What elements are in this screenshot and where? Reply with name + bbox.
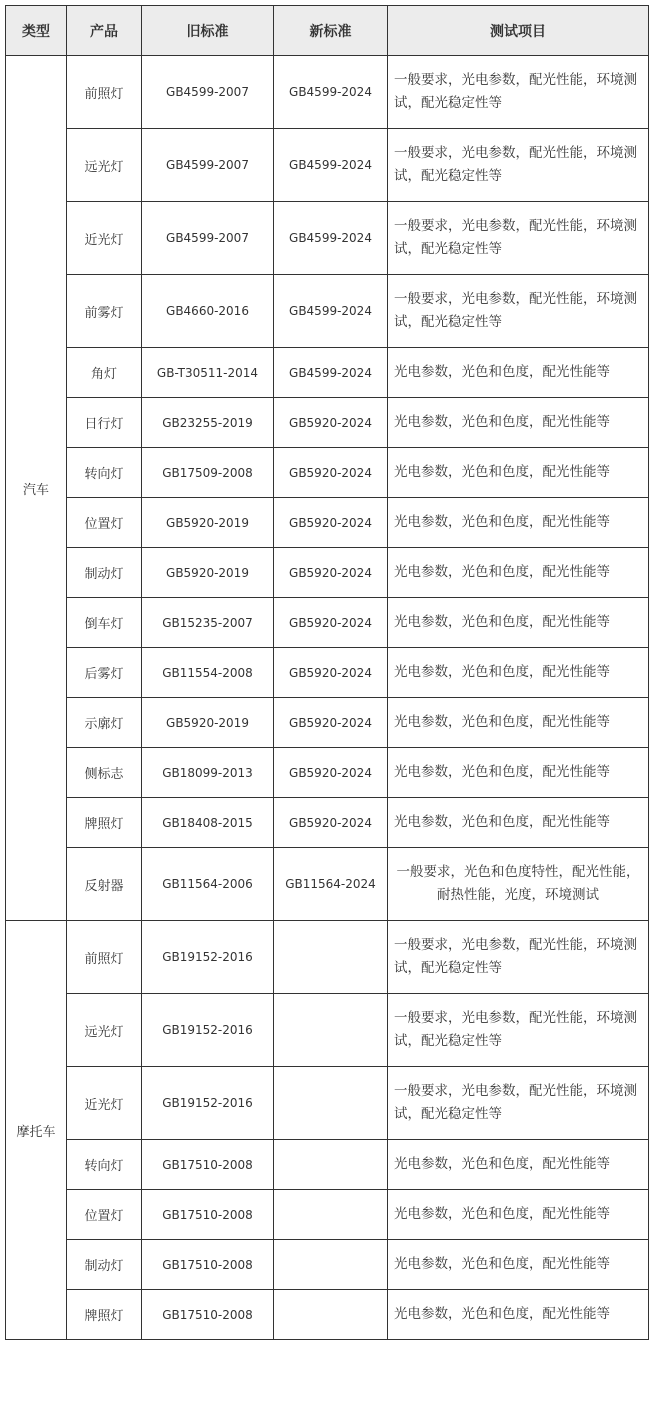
test-items-cell: 一般要求，光电参数，配光性能，环境测试，配光稳定性等 [388,202,649,275]
table-row [6,129,649,202]
old-standard-cell: GB18099-2013 [142,748,274,798]
old-standard-cell: GB4660-2016 [142,275,274,348]
table-row [6,448,649,498]
table-row [6,598,649,648]
table-row [6,698,649,748]
product-cell: 远光灯 [67,994,142,1067]
product-cell: 远光灯 [67,129,142,202]
table-row [6,348,649,398]
old-standard-cell: GB23255-2019 [142,398,274,448]
table-row [6,848,649,921]
product-cell: 制动灯 [67,548,142,598]
old-standard-cell: GB4599-2007 [142,129,274,202]
table-row [6,648,649,698]
new-standard-cell [274,921,388,994]
new-standard-cell [274,1067,388,1140]
old-standard-cell: GB19152-2016 [142,921,274,994]
product-cell: 转向灯 [67,448,142,498]
old-standard-cell: GB19152-2016 [142,994,274,1067]
new-standard-cell: GB4599-2024 [274,202,388,275]
product-cell: 转向灯 [67,1140,142,1190]
product-cell: 倒车灯 [67,598,142,648]
product-cell: 前照灯 [67,921,142,994]
product-cell: 位置灯 [67,1190,142,1240]
test-items-cell: 光电参数，光色和色度，配光性能等 [388,648,649,698]
new-standard-cell: GB5920-2024 [274,748,388,798]
test-items-cell: 光电参数，光色和色度，配光性能等 [388,498,649,548]
new-standard-cell: GB4599-2024 [274,56,388,129]
new-standard-cell [274,1240,388,1290]
test-items-cell: 光电参数，光色和色度，配光性能等 [388,548,649,598]
table-row [6,1190,649,1240]
category-cell: 摩托车 [6,921,67,1340]
new-standard-cell: GB5920-2024 [274,648,388,698]
test-items-cell: 光电参数，光色和色度，配光性能等 [388,1190,649,1240]
standards-table [5,5,649,1340]
product-cell: 后雾灯 [67,648,142,698]
header-row [6,6,649,56]
category-cell: 汽车 [6,56,67,921]
old-standard-cell: GB4599-2007 [142,56,274,129]
old-standard-cell: GB17510-2008 [142,1290,274,1340]
test-items-cell: 一般要求，光电参数，配光性能，环境测试，配光稳定性等 [388,994,649,1067]
product-cell: 侧标志 [67,748,142,798]
header-test-items: 测试项目 [388,6,649,56]
table-row [6,548,649,598]
new-standard-cell [274,1290,388,1340]
header-old-standard: 旧标准 [142,6,274,56]
test-items-cell: 光电参数，光色和色度，配光性能等 [388,698,649,748]
old-standard-cell: GB11554-2008 [142,648,274,698]
product-cell: 近光灯 [67,202,142,275]
table-row [6,275,649,348]
test-items-cell: 一般要求，光电参数，配光性能，环境测试，配光稳定性等 [388,1067,649,1140]
old-standard-cell: GB18408-2015 [142,798,274,848]
product-cell: 前照灯 [67,56,142,129]
product-cell: 牌照灯 [67,798,142,848]
old-standard-cell: GB4599-2007 [142,202,274,275]
table-row [6,56,649,129]
product-cell: 近光灯 [67,1067,142,1140]
test-items-cell: 光电参数，光色和色度，配光性能等 [388,1290,649,1340]
new-standard-cell: GB5920-2024 [274,798,388,848]
test-items-cell: 一般要求，光电参数，配光性能，环境测试，配光稳定性等 [388,921,649,994]
old-standard-cell: GB19152-2016 [142,1067,274,1140]
old-standard-cell: GB5920-2019 [142,498,274,548]
test-items-cell: 光电参数，光色和色度，配光性能等 [388,448,649,498]
new-standard-cell: GB4599-2024 [274,348,388,398]
table-row [6,798,649,848]
test-items-cell: 光电参数，光色和色度，配光性能等 [388,398,649,448]
old-standard-cell: GB17510-2008 [142,1140,274,1190]
table-row [6,1067,649,1140]
new-standard-cell: GB5920-2024 [274,598,388,648]
new-standard-cell [274,1140,388,1190]
old-standard-cell: GB11564-2006 [142,848,274,921]
old-standard-cell: GB5920-2019 [142,548,274,598]
table-row [6,1140,649,1190]
new-standard-cell: GB5920-2024 [274,698,388,748]
table-row [6,748,649,798]
test-items-cell: 光电参数，光色和色度，配光性能等 [388,748,649,798]
new-standard-cell: GB5920-2024 [274,498,388,548]
old-standard-cell: GB17509-2008 [142,448,274,498]
new-standard-cell: GB4599-2024 [274,275,388,348]
test-items-cell: 光电参数，光色和色度，配光性能等 [388,598,649,648]
new-standard-cell [274,1190,388,1240]
old-standard-cell: GB17510-2008 [142,1190,274,1240]
header-new-standard: 新标准 [274,6,388,56]
test-items-cell: 一般要求，光电参数，配光性能，环境测试，配光稳定性等 [388,129,649,202]
new-standard-cell: GB5920-2024 [274,398,388,448]
test-items-cell: 光电参数，光色和色度，配光性能等 [388,798,649,848]
table-row [6,398,649,448]
product-cell: 牌照灯 [67,1290,142,1340]
table-row [6,202,649,275]
table-row [6,498,649,548]
new-standard-cell: GB4599-2024 [274,129,388,202]
product-cell: 示廓灯 [67,698,142,748]
table-row [6,1290,649,1340]
table-row [6,994,649,1067]
product-cell: 角灯 [67,348,142,398]
product-cell: 反射器 [67,848,142,921]
old-standard-cell: GB17510-2008 [142,1240,274,1290]
table-row [6,1240,649,1290]
new-standard-cell [274,994,388,1067]
old-standard-cell: GB15235-2007 [142,598,274,648]
test-items-cell: 一般要求，光电参数，配光性能，环境测试，配光稳定性等 [388,275,649,348]
new-standard-cell: GB11564-2024 [274,848,388,921]
table-body [6,56,649,1340]
table-row [6,921,649,994]
test-items-cell: 一般要求，光色和色度特性，配光性能，耐热性能，光度，环境测试 [388,848,649,921]
old-standard-cell: GB-T30511-2014 [142,348,274,398]
new-standard-cell: GB5920-2024 [274,448,388,498]
test-items-cell: 光电参数，光色和色度，配光性能等 [388,348,649,398]
new-standard-cell: GB5920-2024 [274,548,388,598]
test-items-cell: 一般要求，光电参数，配光性能，环境测试，配光稳定性等 [388,56,649,129]
product-cell: 制动灯 [67,1240,142,1290]
product-cell: 前雾灯 [67,275,142,348]
header-type: 类型 [6,6,67,56]
product-cell: 位置灯 [67,498,142,548]
header-product: 产品 [67,6,142,56]
test-items-cell: 光电参数，光色和色度，配光性能等 [388,1140,649,1190]
old-standard-cell: GB5920-2019 [142,698,274,748]
product-cell: 日行灯 [67,398,142,448]
test-items-cell: 光电参数，光色和色度，配光性能等 [388,1240,649,1290]
